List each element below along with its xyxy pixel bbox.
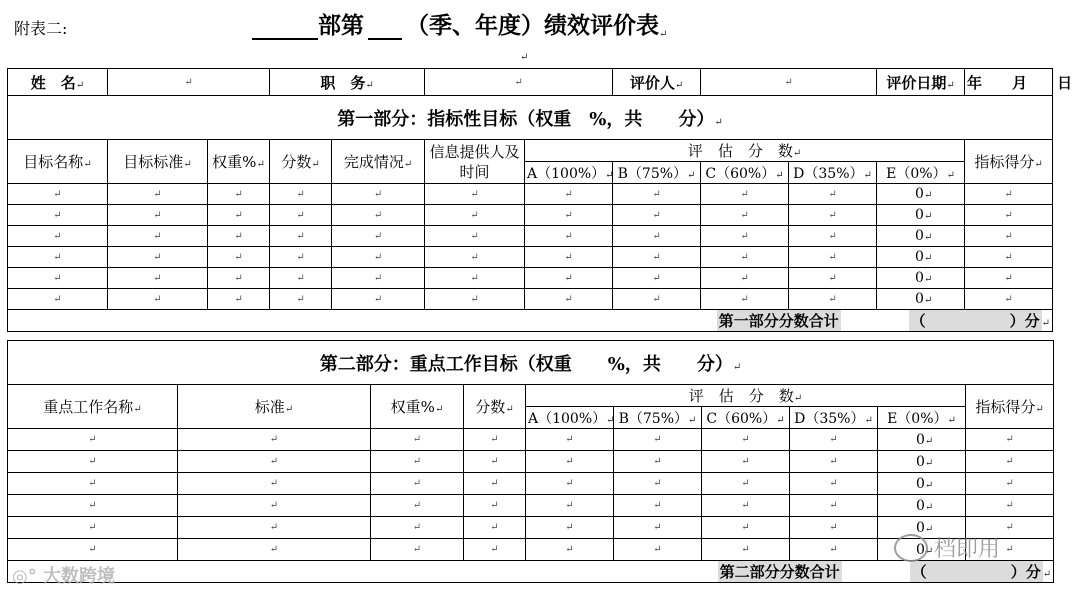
grade-b-cell[interactable]: ↵ <box>614 473 702 495</box>
title-dept-text: 部第 <box>318 12 364 39</box>
grade-c-cell[interactable]: ↵ <box>701 247 789 268</box>
grade-c-cell[interactable]: ↵ <box>702 451 790 473</box>
grade-c-cell[interactable]: ↵ <box>701 226 789 247</box>
score-cell[interactable]: ↵ <box>270 205 332 226</box>
grade-a-cell[interactable]: ↵ <box>525 289 613 310</box>
indicator-score-cell[interactable]: ↵ <box>966 473 1054 495</box>
completion-cell[interactable]: ↵ <box>332 268 425 289</box>
evaluator-field[interactable]: ↵ <box>701 69 877 96</box>
grade-a-cell[interactable]: ↵ <box>526 495 614 517</box>
name-label-cell: 姓 名↵ <box>8 69 108 96</box>
grade-d-cell[interactable]: ↵ <box>790 429 878 451</box>
grade-c-cell[interactable]: ↵ <box>702 539 790 561</box>
grade-c-cell[interactable]: ↵ <box>702 517 790 539</box>
department-blank[interactable] <box>252 12 318 40</box>
indicator-score-cell[interactable]: ↵ <box>965 268 1053 289</box>
col-indicator-score: 指标得分↵ <box>965 140 1053 184</box>
table-row <box>8 247 1053 268</box>
grade-a-cell[interactable]: ↵ <box>526 451 614 473</box>
grade-c-cell[interactable]: ↵ <box>701 184 789 205</box>
indicator-score-cell[interactable]: ↵ <box>965 184 1053 205</box>
target-name-cell[interactable]: ↵ <box>8 289 108 310</box>
col-score: 分数↵ <box>464 385 526 429</box>
indicator-score-cell[interactable]: ↵ <box>966 517 1054 539</box>
watermark-left-text: 大数跨境 <box>43 566 115 587</box>
evaluator-label: 评价人 <box>629 73 675 92</box>
score-cell[interactable]: ↵ <box>464 451 526 473</box>
grade-a-cell[interactable]: ↵ <box>525 247 613 268</box>
score-cell[interactable]: ↵ <box>270 184 332 205</box>
section1-title-row <box>8 96 1053 140</box>
info-provider-cell[interactable]: ↵ <box>425 247 525 268</box>
section2-total-row <box>8 561 1054 583</box>
grade-c-cell[interactable]: ↵ <box>702 495 790 517</box>
completion-cell[interactable]: ↵ <box>332 226 425 247</box>
eval-date-field[interactable]: 年 月 日 <box>965 69 1053 96</box>
grade-e-cell[interactable]: 0↵ <box>877 268 965 289</box>
grade-d-cell[interactable]: ↵ <box>789 247 877 268</box>
grade-a-cell[interactable]: ↵ <box>526 539 614 561</box>
target-name-cell[interactable]: ↵ <box>8 268 108 289</box>
target-standard-cell[interactable]: ↵ <box>108 289 208 310</box>
score-cell[interactable]: ↵ <box>464 517 526 539</box>
period-number-blank[interactable] <box>368 12 402 40</box>
weight-cell[interactable]: ↵ <box>371 539 464 561</box>
target-standard-cell[interactable]: ↵ <box>108 205 208 226</box>
weight-cell[interactable]: ↵ <box>371 429 464 451</box>
grade-b-cell[interactable]: ↵ <box>614 539 702 561</box>
indicator-score-cell[interactable]: ↵ <box>966 451 1054 473</box>
grade-e-cell[interactable]: 0↵ <box>878 429 966 451</box>
indicator-score-cell[interactable]: ↵ <box>965 226 1053 247</box>
grade-b-cell[interactable]: ↵ <box>613 289 701 310</box>
grade-d-cell[interactable]: ↵ <box>790 495 878 517</box>
weight-cell[interactable]: ↵ <box>371 451 464 473</box>
key-task-name-cell[interactable]: ↵ <box>8 539 178 561</box>
indicator-score-cell[interactable]: ↵ <box>965 205 1053 226</box>
weight-cell[interactable]: ↵ <box>371 473 464 495</box>
score-cell[interactable]: ↵ <box>270 268 332 289</box>
section2-title: 第二部分：重点工作目标（权重 %，共 分） <box>319 353 733 375</box>
completion-cell[interactable]: ↵ <box>332 184 425 205</box>
standard-cell[interactable]: ↵ <box>178 517 371 539</box>
weight-cell[interactable]: ↵ <box>208 289 270 310</box>
grade-b-cell[interactable]: ↵ <box>613 184 701 205</box>
section2-title-cell: 第二部分：重点工作目标（权重 %，共 分）↵ <box>8 341 1054 385</box>
grade-d: D（35%）↵ <box>790 407 878 429</box>
completion-cell[interactable]: ↵ <box>332 205 425 226</box>
section1-header-row <box>8 140 1053 162</box>
info-provider-cell[interactable]: ↵ <box>425 289 525 310</box>
indicator-score-cell[interactable]: ↵ <box>965 289 1053 310</box>
table-row <box>8 429 1054 451</box>
grade-b-cell[interactable]: ↵ <box>613 247 701 268</box>
col-score: 分数↵ <box>270 140 332 184</box>
grade-d-cell[interactable]: ↵ <box>790 473 878 495</box>
key-task-name-cell[interactable]: ↵ <box>8 451 178 473</box>
name-label: 姓 名 <box>30 73 76 92</box>
grade-b-cell[interactable]: ↵ <box>613 268 701 289</box>
col-completion: 完成情况↵ <box>332 140 425 184</box>
info-provider-cell[interactable]: ↵ <box>425 268 525 289</box>
section2-total-label: 第二部分分数合计 <box>719 563 840 581</box>
grade-a-cell[interactable]: ↵ <box>526 473 614 495</box>
score-cell[interactable]: ↵ <box>464 495 526 517</box>
weight-cell[interactable]: ↵ <box>208 268 270 289</box>
watermark-left <box>12 562 115 588</box>
weight-cell[interactable]: ↵ <box>371 495 464 517</box>
grade-c-cell[interactable]: ↵ <box>701 205 789 226</box>
key-task-name-cell[interactable]: ↵ <box>8 495 178 517</box>
section1-total-cell[interactable]: 第一部分分数合计 （ ）分 ↵ <box>8 310 1053 332</box>
eval-date-label-cell: 评价日期↵ <box>877 69 965 96</box>
table-row <box>8 268 1053 289</box>
title-period-text: （季、年度）绩效评价表 <box>406 12 659 39</box>
key-task-name-cell[interactable]: ↵ <box>8 517 178 539</box>
grade-e-cell[interactable]: 0↵ <box>877 184 965 205</box>
grade-b-cell[interactable]: ↵ <box>614 429 702 451</box>
score-cell[interactable]: ↵ <box>464 429 526 451</box>
standard-cell[interactable]: ↵ <box>178 495 371 517</box>
score-cell[interactable]: ↵ <box>270 289 332 310</box>
grade-e-cell[interactable]: 0↵ <box>877 289 965 310</box>
target-name-cell[interactable]: ↵ <box>8 247 108 268</box>
col-eval-score-group: 评 估 分 数↵ <box>526 385 966 407</box>
table-row <box>8 451 1054 473</box>
col-weight: 权重%↵ <box>208 140 270 184</box>
grade-c-cell[interactable]: ↵ <box>702 429 790 451</box>
annex-label: 附表二: <box>14 19 68 38</box>
table-row <box>8 184 1053 205</box>
info-provider-cell[interactable]: ↵ <box>425 226 525 247</box>
indicator-score-cell[interactable]: ↵ <box>966 539 1054 561</box>
grade-d-cell[interactable]: ↵ <box>790 451 878 473</box>
section2-total-value[interactable]: （ ）分 <box>911 563 1041 581</box>
info-provider-cell[interactable]: ↵ <box>425 205 525 226</box>
target-standard-cell[interactable]: ↵ <box>108 184 208 205</box>
score-cell[interactable]: ↵ <box>464 539 526 561</box>
section1-title: 第一部分：指标性目标（权重 %，共 分） <box>337 108 715 130</box>
weight-cell[interactable]: ↵ <box>371 517 464 539</box>
col-key-task-name: 重点工作名称↵ <box>8 385 178 429</box>
grade-e-cell[interactable]: 0↵ <box>878 539 966 561</box>
name-field[interactable]: ↵ <box>108 69 270 96</box>
grade-c: C（60%）↵ <box>701 162 789 184</box>
completion-cell[interactable]: ↵ <box>332 247 425 268</box>
grade-e-cell[interactable]: 0↵ <box>877 226 965 247</box>
grade-b-cell[interactable]: ↵ <box>613 205 701 226</box>
paragraph-mark: ↵ <box>520 52 529 63</box>
grade-b-cell[interactable]: ↵ <box>614 517 702 539</box>
table-row <box>8 495 1054 517</box>
grade-e-cell[interactable]: 0↵ <box>877 205 965 226</box>
standard-cell[interactable]: ↵ <box>178 451 371 473</box>
weight-cell[interactable]: ↵ <box>208 226 270 247</box>
target-standard-cell[interactable]: ↵ <box>108 247 208 268</box>
evaluator-label-cell: 评价人↵ <box>613 69 701 96</box>
grade-c-cell[interactable]: ↵ <box>701 289 789 310</box>
target-name-cell[interactable]: ↵ <box>8 205 108 226</box>
table-row <box>8 473 1054 495</box>
completion-cell[interactable]: ↵ <box>332 289 425 310</box>
info-row <box>8 69 1053 96</box>
target-standard-cell[interactable]: ↵ <box>108 226 208 247</box>
grade-b-cell[interactable]: ↵ <box>614 451 702 473</box>
watermark-right-text: 档即用 <box>934 537 1001 562</box>
evaluation-table-part1 <box>7 68 1072 332</box>
table-row <box>8 205 1053 226</box>
grade-d-cell[interactable]: ↵ <box>789 268 877 289</box>
col-info-provider: 信息提供人及时间 <box>425 140 525 184</box>
col-weight: 权重%↵ <box>371 385 464 429</box>
watermark-right <box>894 532 1000 563</box>
grade-c-cell[interactable]: ↵ <box>702 473 790 495</box>
section1-total-row <box>8 310 1053 332</box>
key-task-name-cell[interactable]: ↵ <box>8 473 178 495</box>
grade-d: D（35%）↵ <box>789 162 877 184</box>
grade-b-cell[interactable]: ↵ <box>614 495 702 517</box>
grade-e-cell[interactable]: 0↵ <box>878 473 966 495</box>
grade-d-cell[interactable]: ↵ <box>790 517 878 539</box>
section2-title-row <box>8 341 1054 385</box>
grade-d-cell[interactable]: ↵ <box>790 539 878 561</box>
key-task-name-cell[interactable]: ↵ <box>8 429 178 451</box>
grade-a-cell[interactable]: ↵ <box>525 184 613 205</box>
section1-total-label: 第一部分分数合计 <box>718 312 839 330</box>
form-title <box>252 8 667 40</box>
score-cell[interactable]: ↵ <box>270 247 332 268</box>
grade-b-cell[interactable]: ↵ <box>613 226 701 247</box>
target-name-cell[interactable]: ↵ <box>8 184 108 205</box>
target-name-cell[interactable]: ↵ <box>8 226 108 247</box>
eval-date-label: 评价日期 <box>886 73 947 92</box>
grade-a-cell[interactable]: ↵ <box>526 517 614 539</box>
grade-a: A（100%）↵ <box>526 407 614 429</box>
grade-d-cell[interactable]: ↵ <box>789 226 877 247</box>
section1-total-value[interactable]: （ ）分 <box>910 312 1040 330</box>
wechat-icon <box>894 534 928 562</box>
grade-a-cell[interactable]: ↵ <box>526 429 614 451</box>
grade-c: C（60%）↵ <box>702 407 790 429</box>
grade-a-cell[interactable]: ↵ <box>525 268 613 289</box>
grade-a-cell[interactable]: ↵ <box>525 205 613 226</box>
score-cell[interactable]: ↵ <box>464 473 526 495</box>
indicator-score-cell[interactable]: ↵ <box>966 495 1054 517</box>
col-target-name: 目标名称↵ <box>8 140 108 184</box>
grade-a: A（100%）↵ <box>525 162 613 184</box>
info-provider-cell[interactable]: ↵ <box>425 184 525 205</box>
col-eval-score-group: 评 估 分 数↵ <box>525 140 965 162</box>
grade-d-cell[interactable]: ↵ <box>789 205 877 226</box>
standard-cell[interactable]: ↵ <box>178 473 371 495</box>
grade-b: B（75%）↵ <box>614 407 702 429</box>
grade-e-cell[interactable]: 0↵ <box>878 495 966 517</box>
score-cell[interactable]: ↵ <box>270 226 332 247</box>
position-label: 职 务 <box>320 73 366 92</box>
section2-total-cell[interactable]: 第二部分分数合计 （ ）分 ↵ <box>8 561 1054 583</box>
standard-cell[interactable]: ↵ <box>178 429 371 451</box>
paragraph-mark: ↵ <box>659 29 668 40</box>
grade-e: E（0%）↵ <box>878 407 966 429</box>
grade-a-cell[interactable]: ↵ <box>525 226 613 247</box>
target-standard-cell[interactable]: ↵ <box>108 268 208 289</box>
weight-cell[interactable]: ↵ <box>208 205 270 226</box>
standard-cell[interactable]: ↵ <box>178 539 371 561</box>
indicator-score-cell[interactable]: ↵ <box>965 247 1053 268</box>
grade-c-cell[interactable]: ↵ <box>701 268 789 289</box>
grade-b: B（75%）↵ <box>613 162 701 184</box>
table-row <box>8 226 1053 247</box>
indicator-score-cell[interactable]: ↵ <box>966 429 1054 451</box>
col-target-standard: 目标标准↵ <box>108 140 208 184</box>
section2-header-row <box>8 385 1054 407</box>
col-standard: 标准↵ <box>178 385 371 429</box>
grade-d-cell[interactable]: ↵ <box>789 289 877 310</box>
position-label-cell: 职 务↵ <box>270 69 425 96</box>
weight-cell[interactable]: ↵ <box>208 247 270 268</box>
grade-e: E（0%）↵ <box>877 162 965 184</box>
grade-e-cell[interactable]: 0↵ <box>878 451 966 473</box>
table-row <box>8 289 1053 310</box>
col-indicator-score: 指标得分↵ <box>966 385 1054 429</box>
watermark-logo-icon: ◎° <box>12 566 37 587</box>
grade-e-cell[interactable]: 0↵ <box>878 517 966 539</box>
grade-e-cell[interactable]: 0↵ <box>877 247 965 268</box>
grade-d-cell[interactable]: ↵ <box>789 184 877 205</box>
position-field[interactable]: ↵ <box>425 69 613 96</box>
weight-cell[interactable]: ↵ <box>208 184 270 205</box>
section1-title-cell: 第一部分：指标性目标（权重 %，共 分）↵ <box>8 96 1053 140</box>
